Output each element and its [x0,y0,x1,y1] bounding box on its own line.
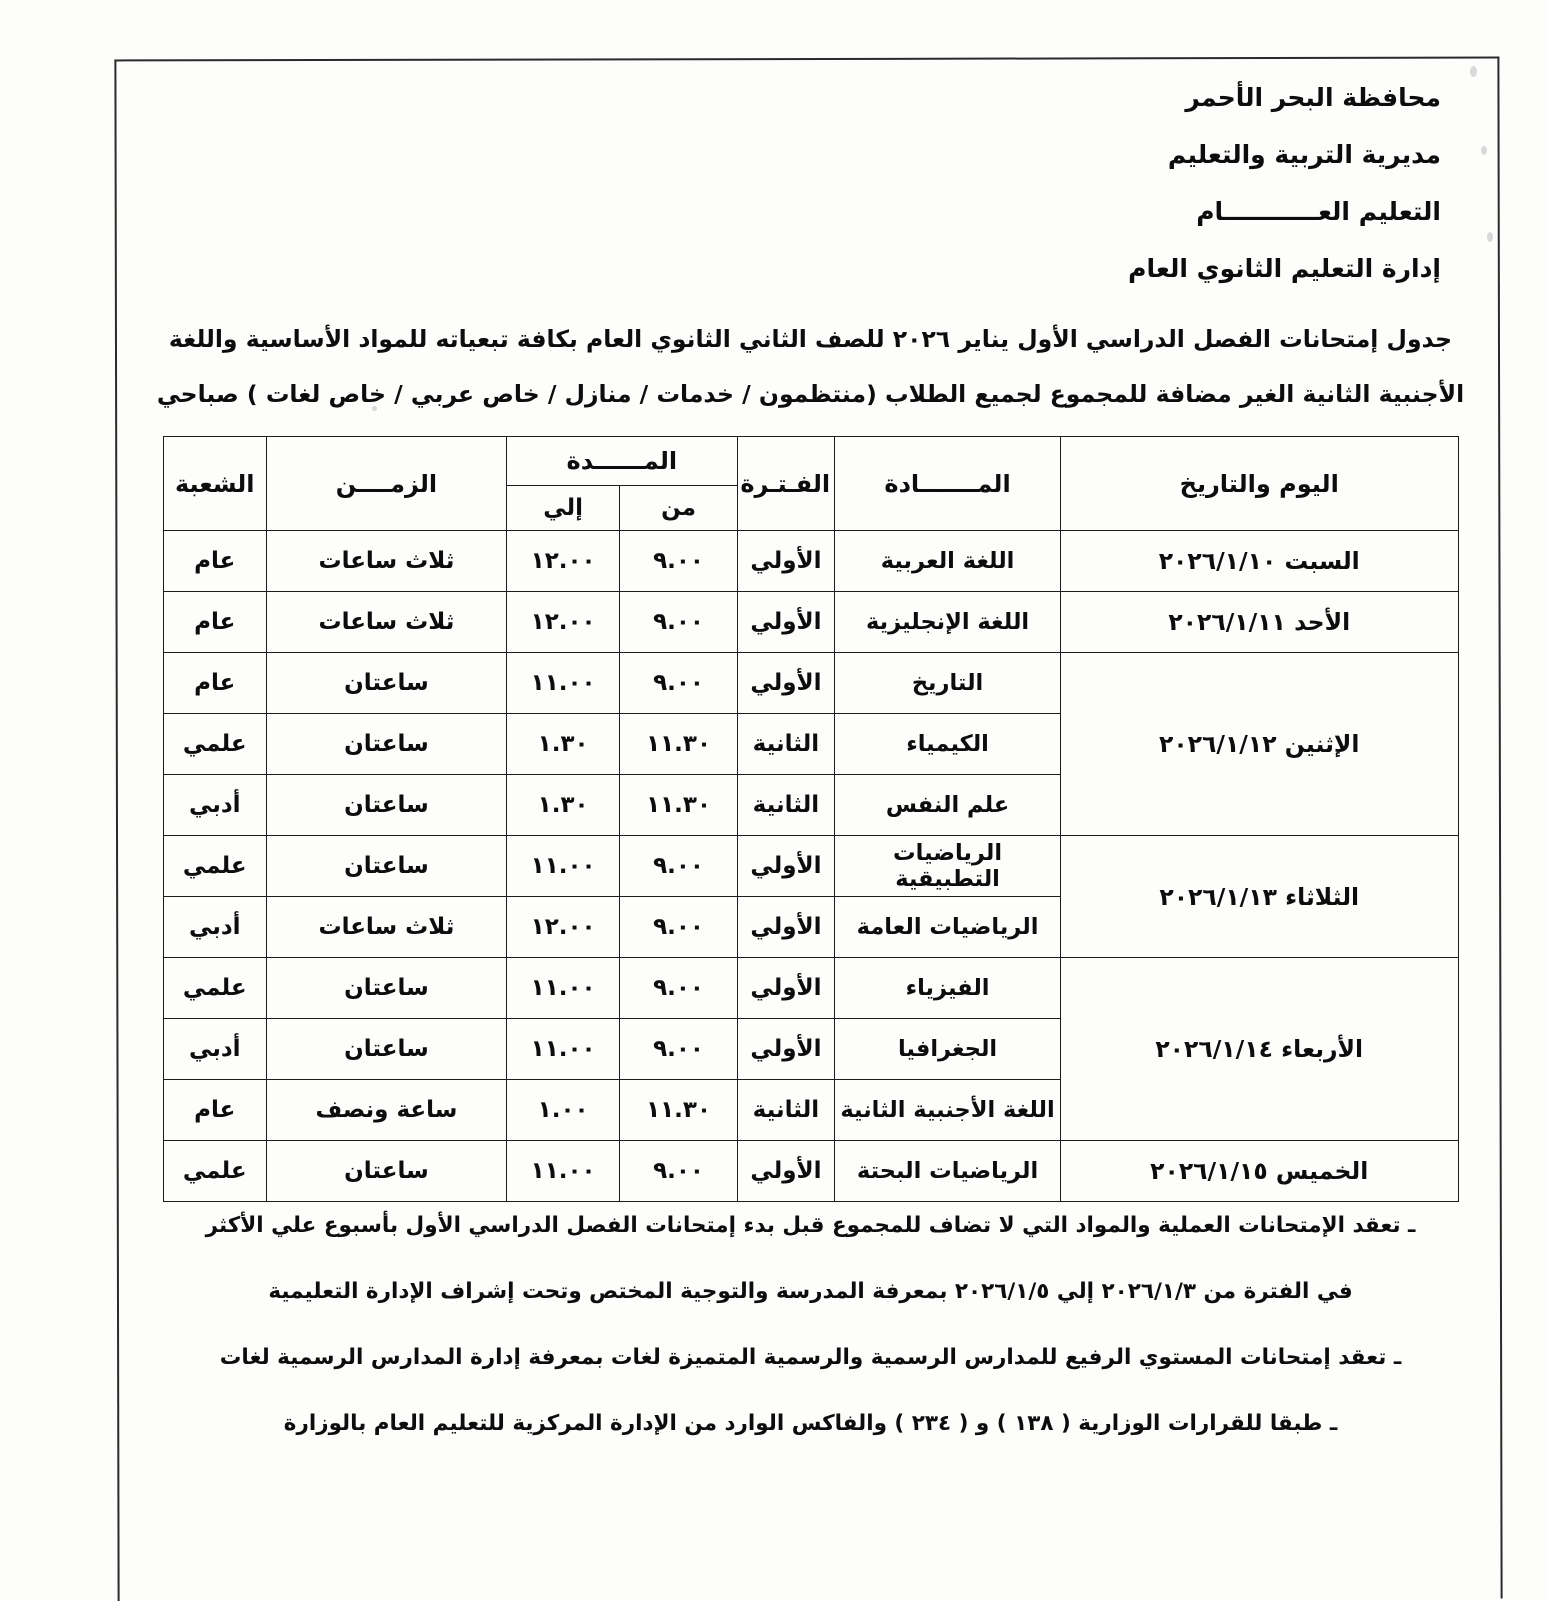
column-header-section: الشعبة [163,437,266,531]
cell-subject: اللغة العربية [835,531,1061,592]
header-row-main [163,437,1458,486]
cell-from: ٩.٠٠ [620,1019,737,1080]
cell-date: الأحد ٢٠٢٦/١/١١ [1060,592,1458,653]
exam-schedule-table [163,436,1459,1202]
cell-section: علمي [163,836,266,897]
cell-section: عام [163,592,266,653]
table-row [163,958,1458,1019]
cell-to: ١.٣٠ [506,714,619,775]
cell-date: السبت ٢٠٢٦/١/١٠ [1060,531,1458,592]
cell-date: الأربعاء ٢٠٢٦/١/١٤ [1060,958,1458,1141]
cell-time: ساعتان [266,1019,506,1080]
governorate-line: محافظة البحر الأحمر [1185,83,1441,112]
cell-to: ١١.٠٠ [506,1141,619,1202]
cell-section: أدبي [163,1019,266,1080]
cell-time: ساعة ونصف [266,1080,506,1141]
cell-subject: الرياضيات البحتة [835,1141,1061,1202]
title-line-2: الأجنبية الثانية الغير مضافة للمجموع لجميع الطلاب (منتظمون / خدمات / منازل / خاص عربي / خاص لغات ) صباحي [156,380,1465,409]
cell-time: ساعتان [266,775,506,836]
cell-subject: الفيزياء [835,958,1061,1019]
column-header-duration-group: المــــــدة [506,437,737,486]
cell-section: علمي [163,714,266,775]
cell-period: الأولي [737,1019,834,1080]
cell-time: ساعتان [266,653,506,714]
footnotes [136,1212,1485,1438]
table-row [163,531,1458,592]
cell-subject: التاريخ [835,653,1061,714]
column-header-time: الزمــــن [266,437,506,531]
cell-to: ١١.٠٠ [506,1019,619,1080]
cell-to: ١١.٠٠ [506,836,619,897]
cell-period: الأولي [737,958,834,1019]
cell-from: ١١.٣٠ [620,1080,737,1141]
cell-time: ثلاث ساعات [266,531,506,592]
footnote: ـ طبقا للقرارات الوزارية ( ١٣٨ ) و ( ٢٣٤ ) والفاكس الوارد من الإدارة المركزية للتعليم العام بالوزارة [283,1411,1338,1437]
cell-period: الثانية [737,714,834,775]
directorate-line: مديرية التربية والتعليم [1167,140,1441,169]
cell-section: عام [163,653,266,714]
cell-section: أدبي [163,897,266,958]
cell-subject: علم النفس [835,775,1061,836]
cell-from: ٩.٠٠ [620,592,737,653]
cell-to: ١٢.٠٠ [506,897,619,958]
cell-period: الأولي [737,1141,834,1202]
footnote: ـ تعقد إمتحانات المستوي الرفيع للمدارس الرسمية والرسمية المتميزة لغات بمعرفة إدارة المدارس الرسمية لغات [219,1345,1402,1371]
cell-to: ١٢.٠٠ [506,531,619,592]
cell-section: أدبي [163,775,266,836]
table-header [163,437,1458,531]
cell-to: ١.٠٠ [506,1080,619,1141]
cell-from: ٩.٠٠ [620,958,737,1019]
cell-from: ٩.٠٠ [620,897,737,958]
cell-period: الأولي [737,592,834,653]
cell-subject: اللغة الإنجليزية [835,592,1061,653]
cell-from: ٩.٠٠ [620,836,737,897]
cell-time: ساعتان [266,714,506,775]
cell-time: ثلاث ساعات [266,592,506,653]
cell-time: ساعتان [266,836,506,897]
cell-section: علمي [163,1141,266,1202]
cell-period: الأولي [737,653,834,714]
cell-from: ٩.٠٠ [620,653,737,714]
cell-time: ساعتان [266,1141,506,1202]
cell-period: الثانية [737,1080,834,1141]
column-header-date: اليوم والتاريخ [1060,437,1458,531]
cell-date: الخميس ٢٠٢٦/١/١٥ [1060,1141,1458,1202]
cell-from: ١١.٣٠ [620,775,737,836]
cell-period: الأولي [737,836,834,897]
column-header-subject: المـــــــادة [835,437,1061,531]
cell-to: ١١.٠٠ [506,958,619,1019]
cell-section: عام [163,531,266,592]
cell-time: ساعتان [266,958,506,1019]
secondary-education-admin-line: إدارة التعليم الثانوي العام [1128,254,1441,283]
general-education-line: التعليم العـــــــــــام [1196,197,1441,226]
cell-subject: اللغة الأجنبية الثانية [835,1080,1061,1141]
cell-subject: الرياضيات العامة [835,897,1061,958]
cell-time: ثلاث ساعات [266,897,506,958]
column-header-from: من [620,486,737,531]
cell-subject: الرياضيات التطبيقية [835,836,1061,897]
cell-date: الإثنين ٢٠٢٦/١/١٢ [1060,653,1458,836]
cell-to: ١٢.٠٠ [506,592,619,653]
table-row [163,836,1458,897]
cell-period: الثانية [737,775,834,836]
footnote: ـ تعقد الإمتحانات العملية والمواد التي لا تضاف للمجموع قبل بدء إمتحانات الفصل الدراسي الأول بأسبوع علي الأكثر [205,1213,1416,1239]
cell-to: ١١.٠٠ [506,653,619,714]
letterhead [116,58,1501,283]
footnote: في الفترة من ٢٠٢٦/١/٣ إلي ٢٠٢٦/١/٥ بمعرفة المدرسة والتوجية المختص وتحت إشراف الإدارة التعليمية [268,1279,1353,1305]
column-header-to: إلي [506,486,619,531]
cell-from: ٩.٠٠ [620,1141,737,1202]
cell-date: الثلاثاء ٢٠٢٦/١/١٣ [1060,836,1458,958]
column-header-period: الفـتـرة [737,437,834,531]
cell-subject: الكيمياء [835,714,1061,775]
cell-from: ٩.٠٠ [620,531,737,592]
cell-section: عام [163,1080,266,1141]
cell-section: علمي [163,958,266,1019]
cell-period: الأولي [737,897,834,958]
document-title [138,312,1483,422]
table-row [163,653,1458,714]
table-row [163,592,1458,653]
table-body [163,531,1458,1202]
cell-subject: الجغرافيا [835,1019,1061,1080]
table-row [163,1141,1458,1202]
cell-from: ١١.٣٠ [620,714,737,775]
title-line-1: جدول إمتحانات الفصل الدراسي الأول يناير ٢٠٢٦ للصف الثاني الثانوي العام بكافة تبعياته للمواد الأساسية واللغة [168,325,1453,353]
cell-period: الأولي [737,531,834,592]
cell-to: ١.٣٠ [506,775,619,836]
